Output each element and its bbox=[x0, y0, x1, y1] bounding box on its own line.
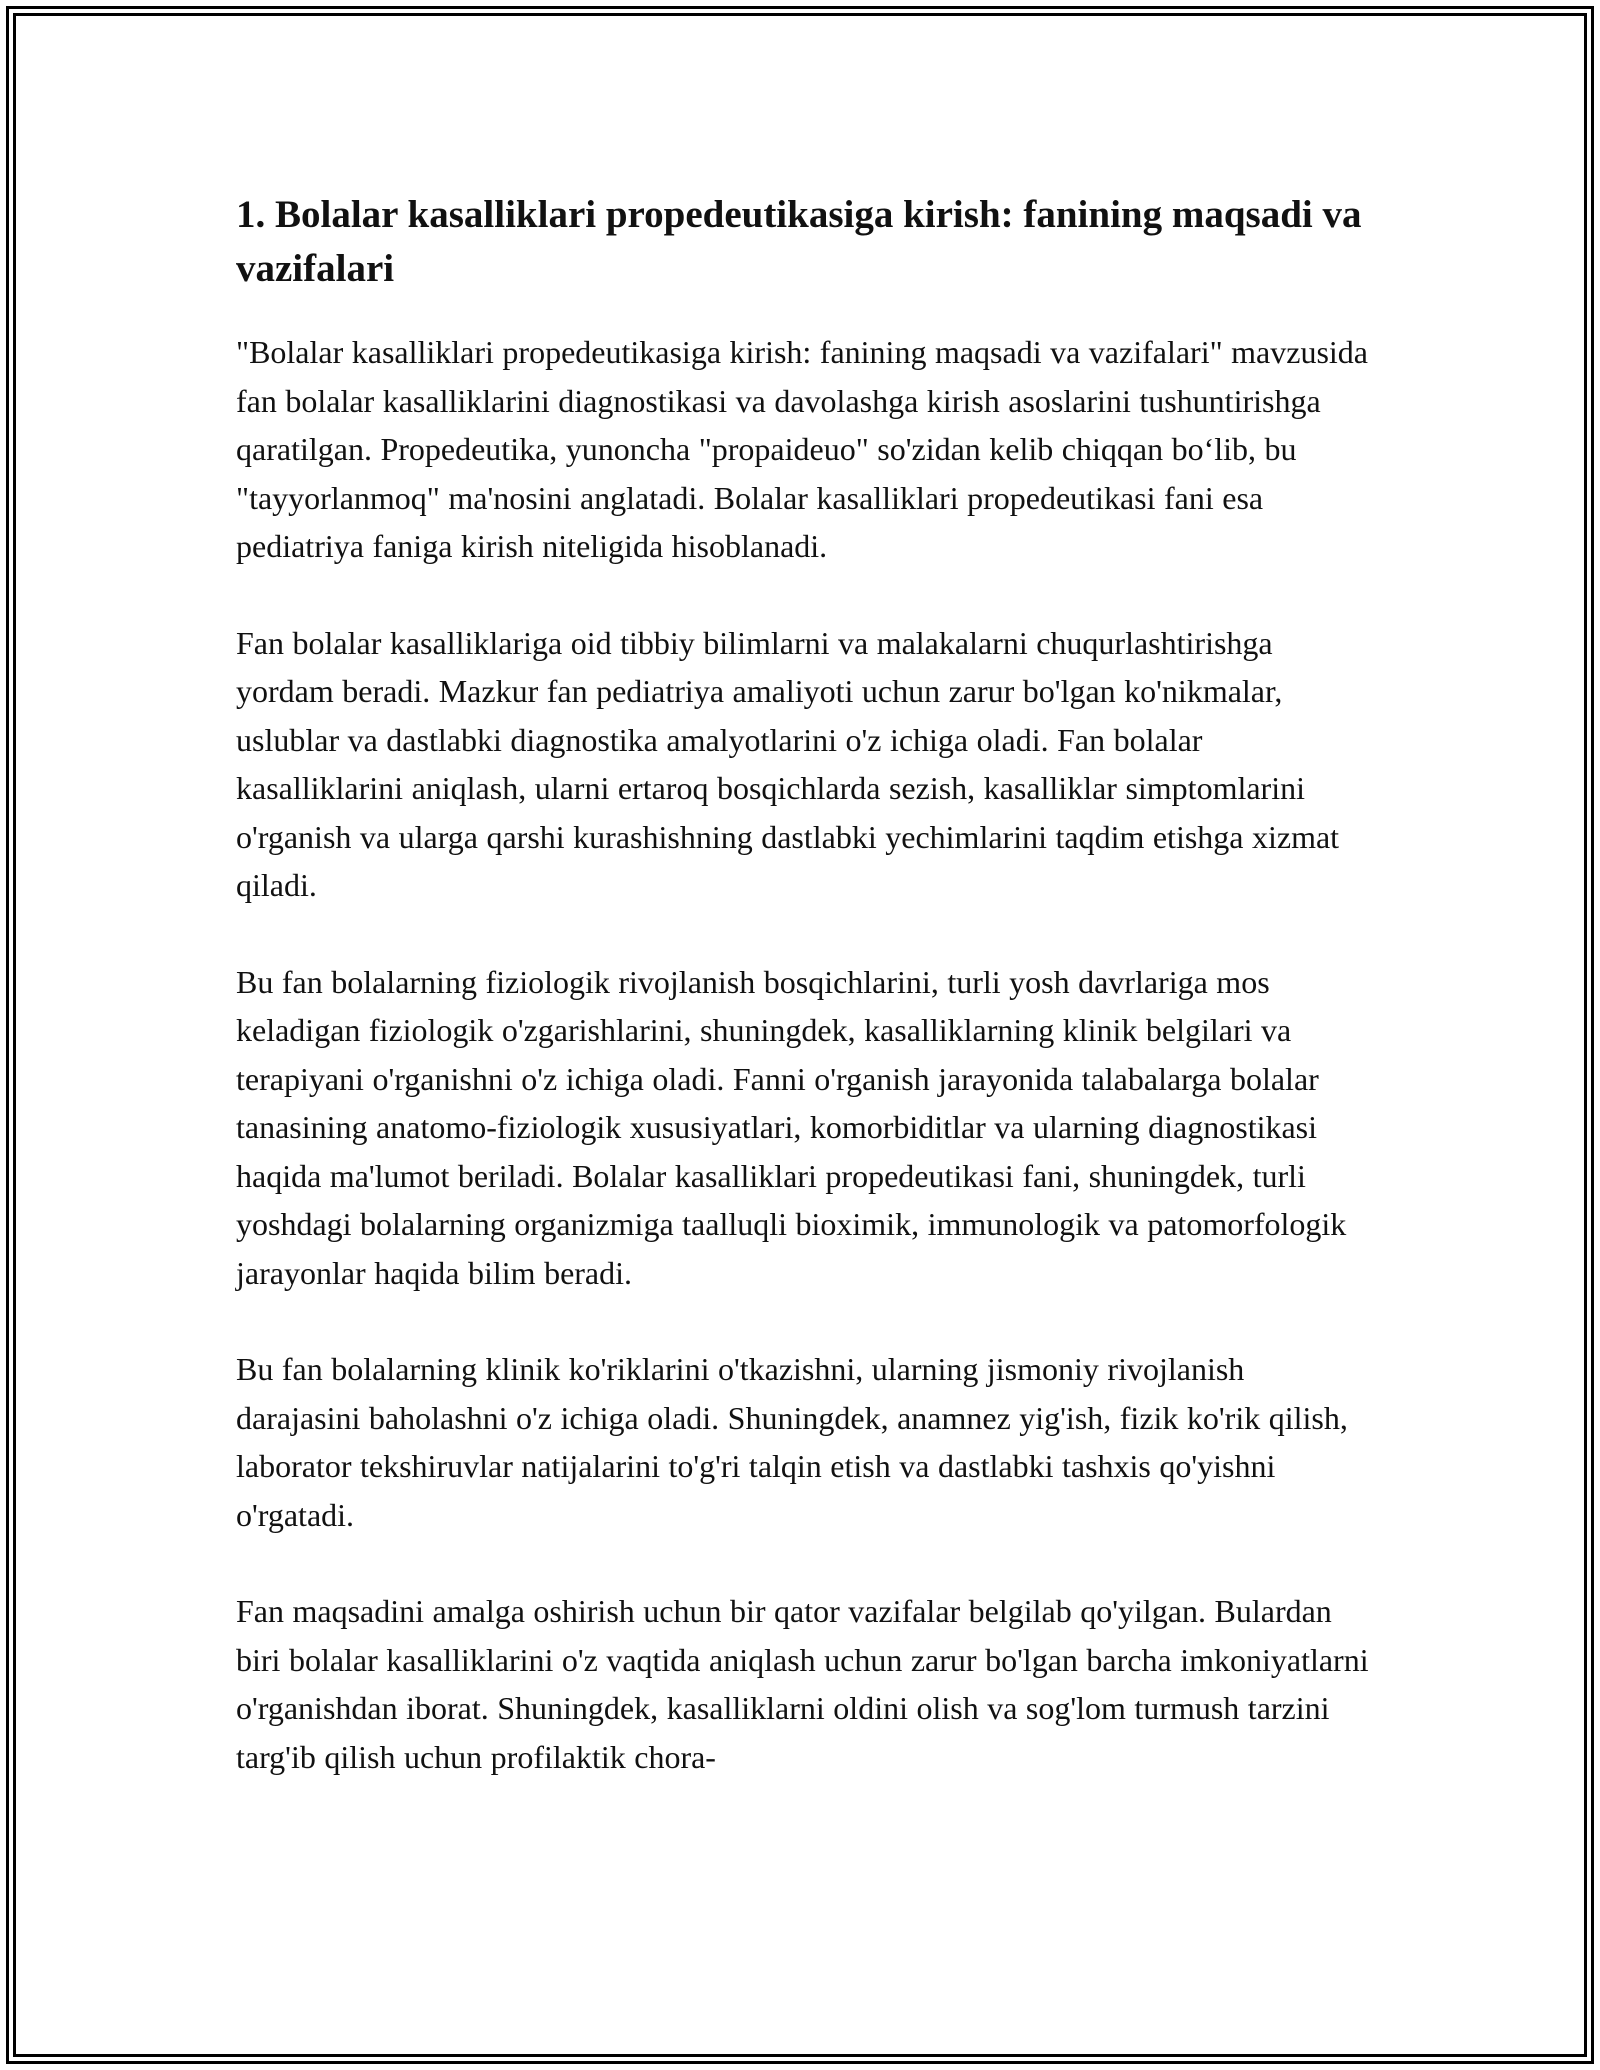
paragraph-4: Bu fan bolalarning klinik ko'riklarini o'tkazishni, ularning jismoniy rivojlanish darajasini baholashni o'z ichiga oladi. Shuningdek, anamnez yig'ish, fizik ko'rik qilish, laborator tekshiruvlar natijalarini to'g'ri talqin etish va dastlabki tashxis qo'yishni o'rgatadi. bbox=[236, 1351, 1348, 1533]
paragraph-1: "Bolalar kasalliklari propedeutikasiga kirish: fanining maqsadi va vazifalari" mavzusida fan bolalar kasalliklarini diagnostikasi va davolashga kirish asoslarini tushuntirishga qaratilgan. Propedeutika, yunoncha "propaideuo" so'zidan kelib chiqqan bo‘lib, bu "tayyorlanmoq" ma'nosini anglatadi. Bolalar kasalliklari propedeutikasi fani esa pediatriya faniga kirish niteligida hisoblanadi. bbox=[236, 334, 1368, 564]
paragraph-5: Fan maqsadini amalga oshirish uchun bir qator vazifalar belgilab qo'yilgan. Bulardan biri bolalar kasalliklarini o'z vaqtida aniqlash uchun zarur bo'lgan barcha imkoniyatlarni o'rganishdan iborat. Shuningdek, kasalliklarni oldini olish va sog'lom turmush tarzini targ'ib qilish uchun profilaktik chora- bbox=[236, 1593, 1369, 1775]
paragraph-3: Bu fan bolalarning fiziologik rivojlanish bosqichlarini, turli yosh davrlariga mos keladigan fiziologik o'zgarishlarini, shuningdek, kasalliklarning klinik belgilari va terapiyani o'rganishni o'z ichiga oladi. Fanni o'rganish jarayonida talabalarga bolalar tanasining anatomo-fiziologik xususiyatlari, komorbiditlar va ularning diagnostikasi haqida ma'lumot beriladi. Bolalar kasalliklari propedeutikasi fani, shuningdek, turli yoshdagi bolalarning organizmiga taalluqli bioximik, immunologik va patomorfologik jarayonlar haqida bilim beradi. bbox=[236, 963, 1347, 1291]
document-body bbox=[236, 188, 1376, 1829]
paragraph-2: Fan bolalar kasalliklariga oid tibbiy bilimlarni va malakalarni chuqurlashtirishga yordam beradi. Mazkur fan pediatriya amaliyoti uchun zarur bo'lgan ko'nikmalar, uslublar va dastlabki diagnostika amalyotlarini o'z ichiga oladi. Fan bolalar kasalliklarini aniqlash, ularni ertaroq bosqichlarda sezish, kasalliklar simptomlarini o'rganish va ularga qarshi kurashishning dastlabki yechimlarini taqdim etishga xizmat qiladi. bbox=[236, 624, 1340, 903]
document-title: 1. Bolalar kasalliklari propedeutikasiga kirish: fanining maqsadi va vazifalari bbox=[236, 193, 1362, 290]
